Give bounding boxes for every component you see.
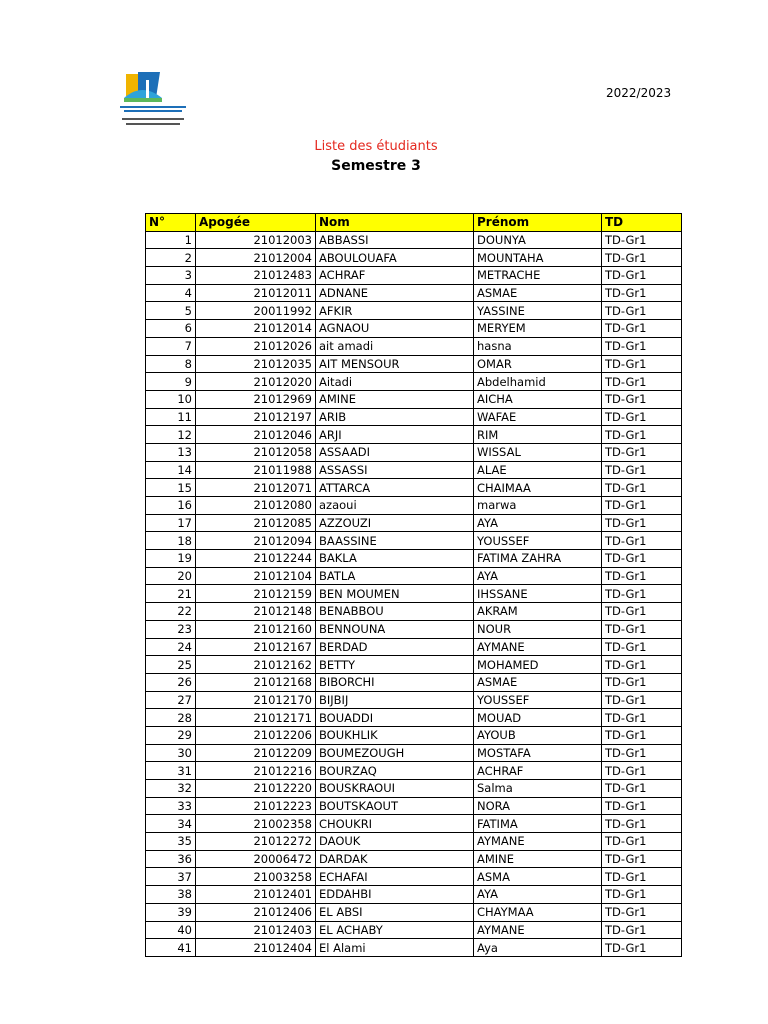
- cell-prenom: AMINE: [474, 850, 602, 868]
- table-row: [146, 656, 682, 674]
- cell-apogee: 21003258: [196, 868, 316, 886]
- cell-prenom: ASMAE: [474, 673, 602, 691]
- cell-number: 28: [146, 709, 196, 727]
- cell-number: 36: [146, 850, 196, 868]
- cell-nom: BERDAD: [316, 638, 474, 656]
- table-row: [146, 603, 682, 621]
- cell-prenom: ACHRAF: [474, 762, 602, 780]
- cell-apogee: 20011992: [196, 302, 316, 320]
- cell-prenom: AYA: [474, 567, 602, 585]
- table-row: [146, 461, 682, 479]
- cell-prenom: ALAE: [474, 461, 602, 479]
- cell-td: TD-Gr1: [602, 726, 682, 744]
- cell-td: TD-Gr1: [602, 408, 682, 426]
- cell-number: 12: [146, 426, 196, 444]
- table-row: [146, 638, 682, 656]
- cell-td: TD-Gr1: [602, 620, 682, 638]
- cell-apogee: 21012058: [196, 443, 316, 461]
- cell-nom: BOURZAQ: [316, 762, 474, 780]
- table-row: [146, 514, 682, 532]
- cell-td: TD-Gr1: [602, 603, 682, 621]
- table-row: [146, 426, 682, 444]
- semester-title: Semestre 3: [331, 158, 421, 174]
- cell-td: TD-Gr1: [602, 815, 682, 833]
- cell-td: TD-Gr1: [602, 355, 682, 373]
- cell-prenom: YOUSSEF: [474, 532, 602, 550]
- table-row: [146, 921, 682, 939]
- cell-nom: ATTARCA: [316, 479, 474, 497]
- cell-nom: BIJBIJ: [316, 691, 474, 709]
- cell-number: 10: [146, 390, 196, 408]
- cell-number: 18: [146, 532, 196, 550]
- cell-apogee: 21012162: [196, 656, 316, 674]
- cell-apogee: 21012272: [196, 833, 316, 851]
- cell-number: 23: [146, 620, 196, 638]
- table-row: [146, 815, 682, 833]
- cell-number: 21: [146, 585, 196, 603]
- cell-nom: ARIB: [316, 408, 474, 426]
- cell-prenom: YASSINE: [474, 302, 602, 320]
- cell-number: 24: [146, 638, 196, 656]
- cell-td: TD-Gr1: [602, 443, 682, 461]
- cell-apogee: 21012003: [196, 231, 316, 249]
- column-header-prenom: Prénom: [474, 214, 602, 232]
- cell-nom: El Alami: [316, 939, 474, 957]
- cell-td: TD-Gr1: [602, 302, 682, 320]
- cell-apogee: 21012170: [196, 691, 316, 709]
- cell-apogee: 21012197: [196, 408, 316, 426]
- cell-prenom: MOUAD: [474, 709, 602, 727]
- column-header-apogee: Apogée: [196, 214, 316, 232]
- table-row: [146, 267, 682, 285]
- table-row: [146, 903, 682, 921]
- cell-apogee: 20006472: [196, 850, 316, 868]
- cell-nom: AFKIR: [316, 302, 474, 320]
- cell-td: TD-Gr1: [602, 497, 682, 515]
- cell-number: 9: [146, 373, 196, 391]
- table-row: [146, 744, 682, 762]
- cell-apogee: 21012223: [196, 797, 316, 815]
- list-title: Liste des étudiants: [314, 139, 438, 154]
- cell-number: 2: [146, 249, 196, 267]
- cell-td: TD-Gr1: [602, 762, 682, 780]
- cell-number: 14: [146, 461, 196, 479]
- table-row: [146, 497, 682, 515]
- cell-prenom: WAFAE: [474, 408, 602, 426]
- cell-number: 29: [146, 726, 196, 744]
- table-row: [146, 249, 682, 267]
- cell-apogee: 21012094: [196, 532, 316, 550]
- cell-apogee: 21012026: [196, 337, 316, 355]
- academic-year: 2022/2023: [606, 86, 672, 100]
- cell-prenom: DOUNYA: [474, 231, 602, 249]
- cell-td: TD-Gr1: [602, 320, 682, 338]
- cell-nom: AZZOUZI: [316, 514, 474, 532]
- cell-nom: DAOUK: [316, 833, 474, 851]
- cell-apogee: 21012085: [196, 514, 316, 532]
- cell-nom: EL ABSI: [316, 903, 474, 921]
- cell-td: TD-Gr1: [602, 709, 682, 727]
- cell-number: 11: [146, 408, 196, 426]
- cell-apogee: 21012168: [196, 673, 316, 691]
- cell-apogee: 21012969: [196, 390, 316, 408]
- cell-nom: Aitadi: [316, 373, 474, 391]
- cell-prenom: Abdelhamid: [474, 373, 602, 391]
- cell-number: 1: [146, 231, 196, 249]
- table-row: [146, 567, 682, 585]
- cell-nom: azaoui: [316, 497, 474, 515]
- cell-nom: CHOUKRI: [316, 815, 474, 833]
- cell-apogee: 21012148: [196, 603, 316, 621]
- cell-prenom: AICHA: [474, 390, 602, 408]
- cell-nom: BAASSINE: [316, 532, 474, 550]
- cell-nom: BATLA: [316, 567, 474, 585]
- cell-prenom: FATIMA: [474, 815, 602, 833]
- table-body: [146, 231, 682, 956]
- cell-prenom: RIM: [474, 426, 602, 444]
- students-table: [145, 213, 682, 957]
- cell-nom: BOUMEZOUGH: [316, 744, 474, 762]
- cell-prenom: marwa: [474, 497, 602, 515]
- cell-nom: ABBASSI: [316, 231, 474, 249]
- table-row: [146, 780, 682, 798]
- cell-prenom: MERYEM: [474, 320, 602, 338]
- column-header-nom: Nom: [316, 214, 474, 232]
- cell-nom: EL ACHABY: [316, 921, 474, 939]
- cell-apogee: 21012011: [196, 284, 316, 302]
- cell-prenom: hasna: [474, 337, 602, 355]
- table-row: [146, 320, 682, 338]
- cell-number: 3: [146, 267, 196, 285]
- cell-td: TD-Gr1: [602, 886, 682, 904]
- cell-number: 41: [146, 939, 196, 957]
- cell-nom: ASSASSI: [316, 461, 474, 479]
- cell-nom: BEN MOUMEN: [316, 585, 474, 603]
- cell-number: 39: [146, 903, 196, 921]
- cell-number: 5: [146, 302, 196, 320]
- cell-apogee: 21012020: [196, 373, 316, 391]
- cell-prenom: AYMANE: [474, 921, 602, 939]
- column-header-td: TD: [602, 214, 682, 232]
- table-row: [146, 532, 682, 550]
- cell-nom: BENNOUNA: [316, 620, 474, 638]
- table-row: [146, 833, 682, 851]
- cell-number: 6: [146, 320, 196, 338]
- table-row: [146, 709, 682, 727]
- table-row: [146, 408, 682, 426]
- cell-prenom: CHAYMAA: [474, 903, 602, 921]
- cell-apogee: 21012483: [196, 267, 316, 285]
- cell-number: 32: [146, 780, 196, 798]
- table-row: [146, 550, 682, 568]
- cell-prenom: NORA: [474, 797, 602, 815]
- cell-apogee: 21012014: [196, 320, 316, 338]
- cell-number: 17: [146, 514, 196, 532]
- cell-prenom: AKRAM: [474, 603, 602, 621]
- cell-number: 16: [146, 497, 196, 515]
- cell-apogee: 21012104: [196, 567, 316, 585]
- cell-prenom: MOUNTAHA: [474, 249, 602, 267]
- cell-prenom: AYA: [474, 886, 602, 904]
- university-logo: [110, 68, 196, 132]
- table-row: [146, 479, 682, 497]
- table-row: [146, 284, 682, 302]
- cell-number: 33: [146, 797, 196, 815]
- cell-number: 25: [146, 656, 196, 674]
- cell-number: 38: [146, 886, 196, 904]
- cell-prenom: AYOUB: [474, 726, 602, 744]
- cell-prenom: CHAIMAA: [474, 479, 602, 497]
- cell-nom: ECHAFAI: [316, 868, 474, 886]
- cell-prenom: OMAR: [474, 355, 602, 373]
- cell-nom: BAKLA: [316, 550, 474, 568]
- cell-number: 13: [146, 443, 196, 461]
- cell-apogee: 21012404: [196, 939, 316, 957]
- cell-td: TD-Gr1: [602, 850, 682, 868]
- cell-apogee: 21012403: [196, 921, 316, 939]
- cell-number: 19: [146, 550, 196, 568]
- cell-td: TD-Gr1: [602, 514, 682, 532]
- cell-td: TD-Gr1: [602, 550, 682, 568]
- cell-nom: ADNANE: [316, 284, 474, 302]
- table-row: [146, 673, 682, 691]
- cell-prenom: WISSAL: [474, 443, 602, 461]
- table-row: [146, 585, 682, 603]
- cell-td: TD-Gr1: [602, 656, 682, 674]
- cell-nom: BETTY: [316, 656, 474, 674]
- cell-nom: AIT MENSOUR: [316, 355, 474, 373]
- cell-prenom: NOUR: [474, 620, 602, 638]
- cell-nom: ASSAADI: [316, 443, 474, 461]
- cell-td: TD-Gr1: [602, 337, 682, 355]
- cell-apogee: 21012004: [196, 249, 316, 267]
- table-row: [146, 373, 682, 391]
- cell-nom: BOUADDI: [316, 709, 474, 727]
- cell-td: TD-Gr1: [602, 903, 682, 921]
- cell-number: 15: [146, 479, 196, 497]
- cell-td: TD-Gr1: [602, 479, 682, 497]
- column-header-number: N°: [146, 214, 196, 232]
- cell-nom: BENABBOU: [316, 603, 474, 621]
- table-row: [146, 886, 682, 904]
- cell-prenom: ASMA: [474, 868, 602, 886]
- cell-number: 26: [146, 673, 196, 691]
- cell-nom: BIBORCHI: [316, 673, 474, 691]
- cell-td: TD-Gr1: [602, 868, 682, 886]
- cell-td: TD-Gr1: [602, 638, 682, 656]
- cell-nom: AMINE: [316, 390, 474, 408]
- table-header-row: [146, 214, 682, 232]
- cell-prenom: Aya: [474, 939, 602, 957]
- cell-apogee: 21012071: [196, 479, 316, 497]
- table-row: [146, 231, 682, 249]
- cell-number: 7: [146, 337, 196, 355]
- cell-number: 27: [146, 691, 196, 709]
- cell-number: 37: [146, 868, 196, 886]
- cell-nom: ARJI: [316, 426, 474, 444]
- cell-nom: AGNAOU: [316, 320, 474, 338]
- cell-apogee: 21011988: [196, 461, 316, 479]
- cell-prenom: Salma: [474, 780, 602, 798]
- table-row: [146, 726, 682, 744]
- cell-td: TD-Gr1: [602, 267, 682, 285]
- cell-apogee: 21012401: [196, 886, 316, 904]
- cell-prenom: AYMANE: [474, 638, 602, 656]
- cell-apogee: 21012216: [196, 762, 316, 780]
- cell-number: 31: [146, 762, 196, 780]
- cell-prenom: MOSTAFA: [474, 744, 602, 762]
- cell-td: TD-Gr1: [602, 390, 682, 408]
- cell-prenom: METRACHE: [474, 267, 602, 285]
- cell-apogee: 21012159: [196, 585, 316, 603]
- cell-apogee: 21012160: [196, 620, 316, 638]
- cell-apogee: 21012220: [196, 780, 316, 798]
- cell-td: TD-Gr1: [602, 833, 682, 851]
- table-row: [146, 355, 682, 373]
- cell-apogee: 21002358: [196, 815, 316, 833]
- cell-apogee: 21012209: [196, 744, 316, 762]
- table-row: [146, 797, 682, 815]
- cell-prenom: YOUSSEF: [474, 691, 602, 709]
- cell-td: TD-Gr1: [602, 249, 682, 267]
- cell-td: TD-Gr1: [602, 426, 682, 444]
- table-row: [146, 390, 682, 408]
- cell-number: 35: [146, 833, 196, 851]
- cell-nom: BOUTSKAOUT: [316, 797, 474, 815]
- cell-apogee: 21012171: [196, 709, 316, 727]
- cell-td: TD-Gr1: [602, 461, 682, 479]
- cell-number: 8: [146, 355, 196, 373]
- cell-td: TD-Gr1: [602, 585, 682, 603]
- cell-td: TD-Gr1: [602, 691, 682, 709]
- cell-number: 4: [146, 284, 196, 302]
- cell-apogee: 21012406: [196, 903, 316, 921]
- cell-prenom: ASMAE: [474, 284, 602, 302]
- cell-nom: BOUSKRAOUI: [316, 780, 474, 798]
- cell-nom: DARDAK: [316, 850, 474, 868]
- cell-prenom: AYMANE: [474, 833, 602, 851]
- cell-nom: BOUKHLIK: [316, 726, 474, 744]
- cell-prenom: AYA: [474, 514, 602, 532]
- cell-apogee: 21012206: [196, 726, 316, 744]
- cell-td: TD-Gr1: [602, 673, 682, 691]
- table-row: [146, 850, 682, 868]
- cell-td: TD-Gr1: [602, 373, 682, 391]
- cell-number: 30: [146, 744, 196, 762]
- cell-apogee: 21012046: [196, 426, 316, 444]
- cell-td: TD-Gr1: [602, 567, 682, 585]
- table-row: [146, 337, 682, 355]
- cell-number: 34: [146, 815, 196, 833]
- cell-nom: EDDAHBI: [316, 886, 474, 904]
- table-row: [146, 691, 682, 709]
- cell-nom: ACHRAF: [316, 267, 474, 285]
- table-row: [146, 302, 682, 320]
- cell-td: TD-Gr1: [602, 797, 682, 815]
- cell-td: TD-Gr1: [602, 284, 682, 302]
- table-row: [146, 443, 682, 461]
- cell-td: TD-Gr1: [602, 939, 682, 957]
- cell-td: TD-Gr1: [602, 780, 682, 798]
- cell-td: TD-Gr1: [602, 921, 682, 939]
- cell-number: 20: [146, 567, 196, 585]
- cell-prenom: IHSSANE: [474, 585, 602, 603]
- cell-nom: ait amadi: [316, 337, 474, 355]
- cell-prenom: MOHAMED: [474, 656, 602, 674]
- cell-apogee: 21012080: [196, 497, 316, 515]
- cell-td: TD-Gr1: [602, 744, 682, 762]
- cell-nom: ABOULOUAFA: [316, 249, 474, 267]
- table-row: [146, 868, 682, 886]
- cell-td: TD-Gr1: [602, 231, 682, 249]
- cell-td: TD-Gr1: [602, 532, 682, 550]
- cell-prenom: FATIMA ZAHRA: [474, 550, 602, 568]
- cell-apogee: 21012035: [196, 355, 316, 373]
- table-row: [146, 939, 682, 957]
- cell-apogee: 21012167: [196, 638, 316, 656]
- cell-number: 22: [146, 603, 196, 621]
- table-row: [146, 620, 682, 638]
- cell-number: 40: [146, 921, 196, 939]
- table-row: [146, 762, 682, 780]
- cell-apogee: 21012244: [196, 550, 316, 568]
